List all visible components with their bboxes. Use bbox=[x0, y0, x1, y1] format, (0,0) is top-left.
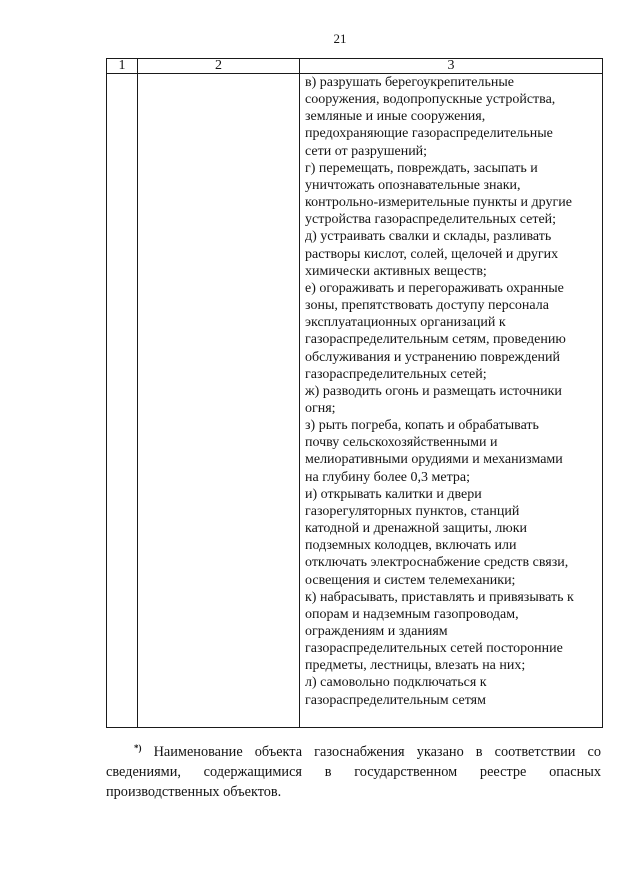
list-item-line: газораспределительным сетям, проведению bbox=[305, 332, 566, 348]
list-item-line: ограждениям и зданиям bbox=[305, 624, 448, 639]
list-item-line: контрольно-измерительные пункты и другие bbox=[305, 195, 572, 211]
list-item-line: предохраняющие газораспределительные bbox=[305, 126, 553, 142]
list-item-line: огня; bbox=[305, 400, 336, 416]
footnote-text: Наименование объекта газоснабжения указано в соответствии со bbox=[153, 744, 602, 760]
list-item-line: опорам и надземным газопроводам, bbox=[305, 606, 519, 622]
table-row bbox=[107, 74, 603, 728]
list-item-line: газораспределительных сетей; bbox=[305, 366, 487, 382]
list-item-line: з) рыть погреба, копать и обрабатывать bbox=[305, 418, 539, 434]
table-cell-col1 bbox=[107, 74, 138, 728]
footnote-line-1 bbox=[106, 738, 601, 762]
page-number: 21 bbox=[333, 31, 347, 46]
list-item-line: подземных колодцев, включать или bbox=[305, 538, 517, 554]
prohibitions-list bbox=[300, 74, 602, 709]
list-item-line: и) открывать калитки и двери bbox=[305, 486, 482, 502]
list-item-line: в) разрушать берегоукрепительные bbox=[305, 75, 515, 90]
list-item-line: мелиоративными орудиями и механизмами bbox=[305, 452, 563, 468]
list-item-line: земляные и иные сооружения, bbox=[305, 109, 486, 125]
list-item-line: зоны, препятствовать доступу персонала bbox=[305, 298, 549, 314]
list-item-line: отключать электроснабжение средств связи, bbox=[305, 555, 569, 571]
list-item-line: д) устраивать свалки и склады, разливать bbox=[305, 229, 552, 245]
list-item-line: сооружения, водопропускные устройства, bbox=[305, 92, 556, 108]
list-item-line: сети от разрушений; bbox=[305, 143, 428, 159]
list-item-line: л) самовольно подключаться к bbox=[305, 675, 487, 691]
list-item-line: устройства газораспределительных сетей; bbox=[305, 212, 557, 228]
list-item-line: на глубину более 0,3 метра; bbox=[305, 469, 470, 485]
list-item-line: г) перемещать, повреждать, засыпать и bbox=[305, 160, 538, 176]
list-item-line: почву сельскохозяйственными и bbox=[305, 435, 498, 451]
list-item-line: газораспределительным сетям bbox=[305, 692, 486, 708]
list-item-line: е) огораживать и перегораживать охранные bbox=[305, 280, 564, 296]
list-item-line: к) набрасывать, приставлять и привязывать к bbox=[305, 589, 574, 605]
list-item-line: освещения и систем телемеханики; bbox=[305, 572, 516, 588]
table-header-row bbox=[107, 59, 603, 74]
list-item-line: ж) разводить огонь и размещать источники bbox=[305, 383, 562, 399]
footnote bbox=[106, 738, 601, 802]
list-item-line: эксплуатационных организаций к bbox=[305, 315, 506, 331]
footnote-mark: *) bbox=[134, 743, 142, 753]
column-header-2: 2 bbox=[138, 59, 300, 74]
footnote-line-3: производственных объектов. bbox=[106, 784, 282, 800]
column-header-3: 3 bbox=[300, 59, 603, 74]
list-item-line: газораспределительных сетей посторонние bbox=[305, 641, 563, 657]
list-item-line: обслуживания и устранению повреждений bbox=[305, 349, 561, 365]
list-item-line: предметы, лестницы, влезать на них; bbox=[305, 658, 526, 674]
list-item-line: уничтожать опознавательные знаки, bbox=[305, 177, 521, 193]
table-cell-col2 bbox=[138, 74, 300, 728]
list-item-line: катодной и дренажной защиты, люки bbox=[305, 521, 528, 537]
table-cell-col3 bbox=[300, 74, 603, 728]
column-header-1: 1 bbox=[107, 59, 138, 74]
list-item-line: растворы кислот, солей, щелочей и других bbox=[305, 246, 559, 262]
content-table bbox=[106, 58, 603, 728]
list-item-line: газорегуляторных пунктов, станций bbox=[305, 503, 520, 519]
list-item-line: химически активных веществ; bbox=[305, 263, 487, 279]
footnote-line-2: сведениями, содержащимися в государственном реестре опасных bbox=[106, 764, 601, 780]
